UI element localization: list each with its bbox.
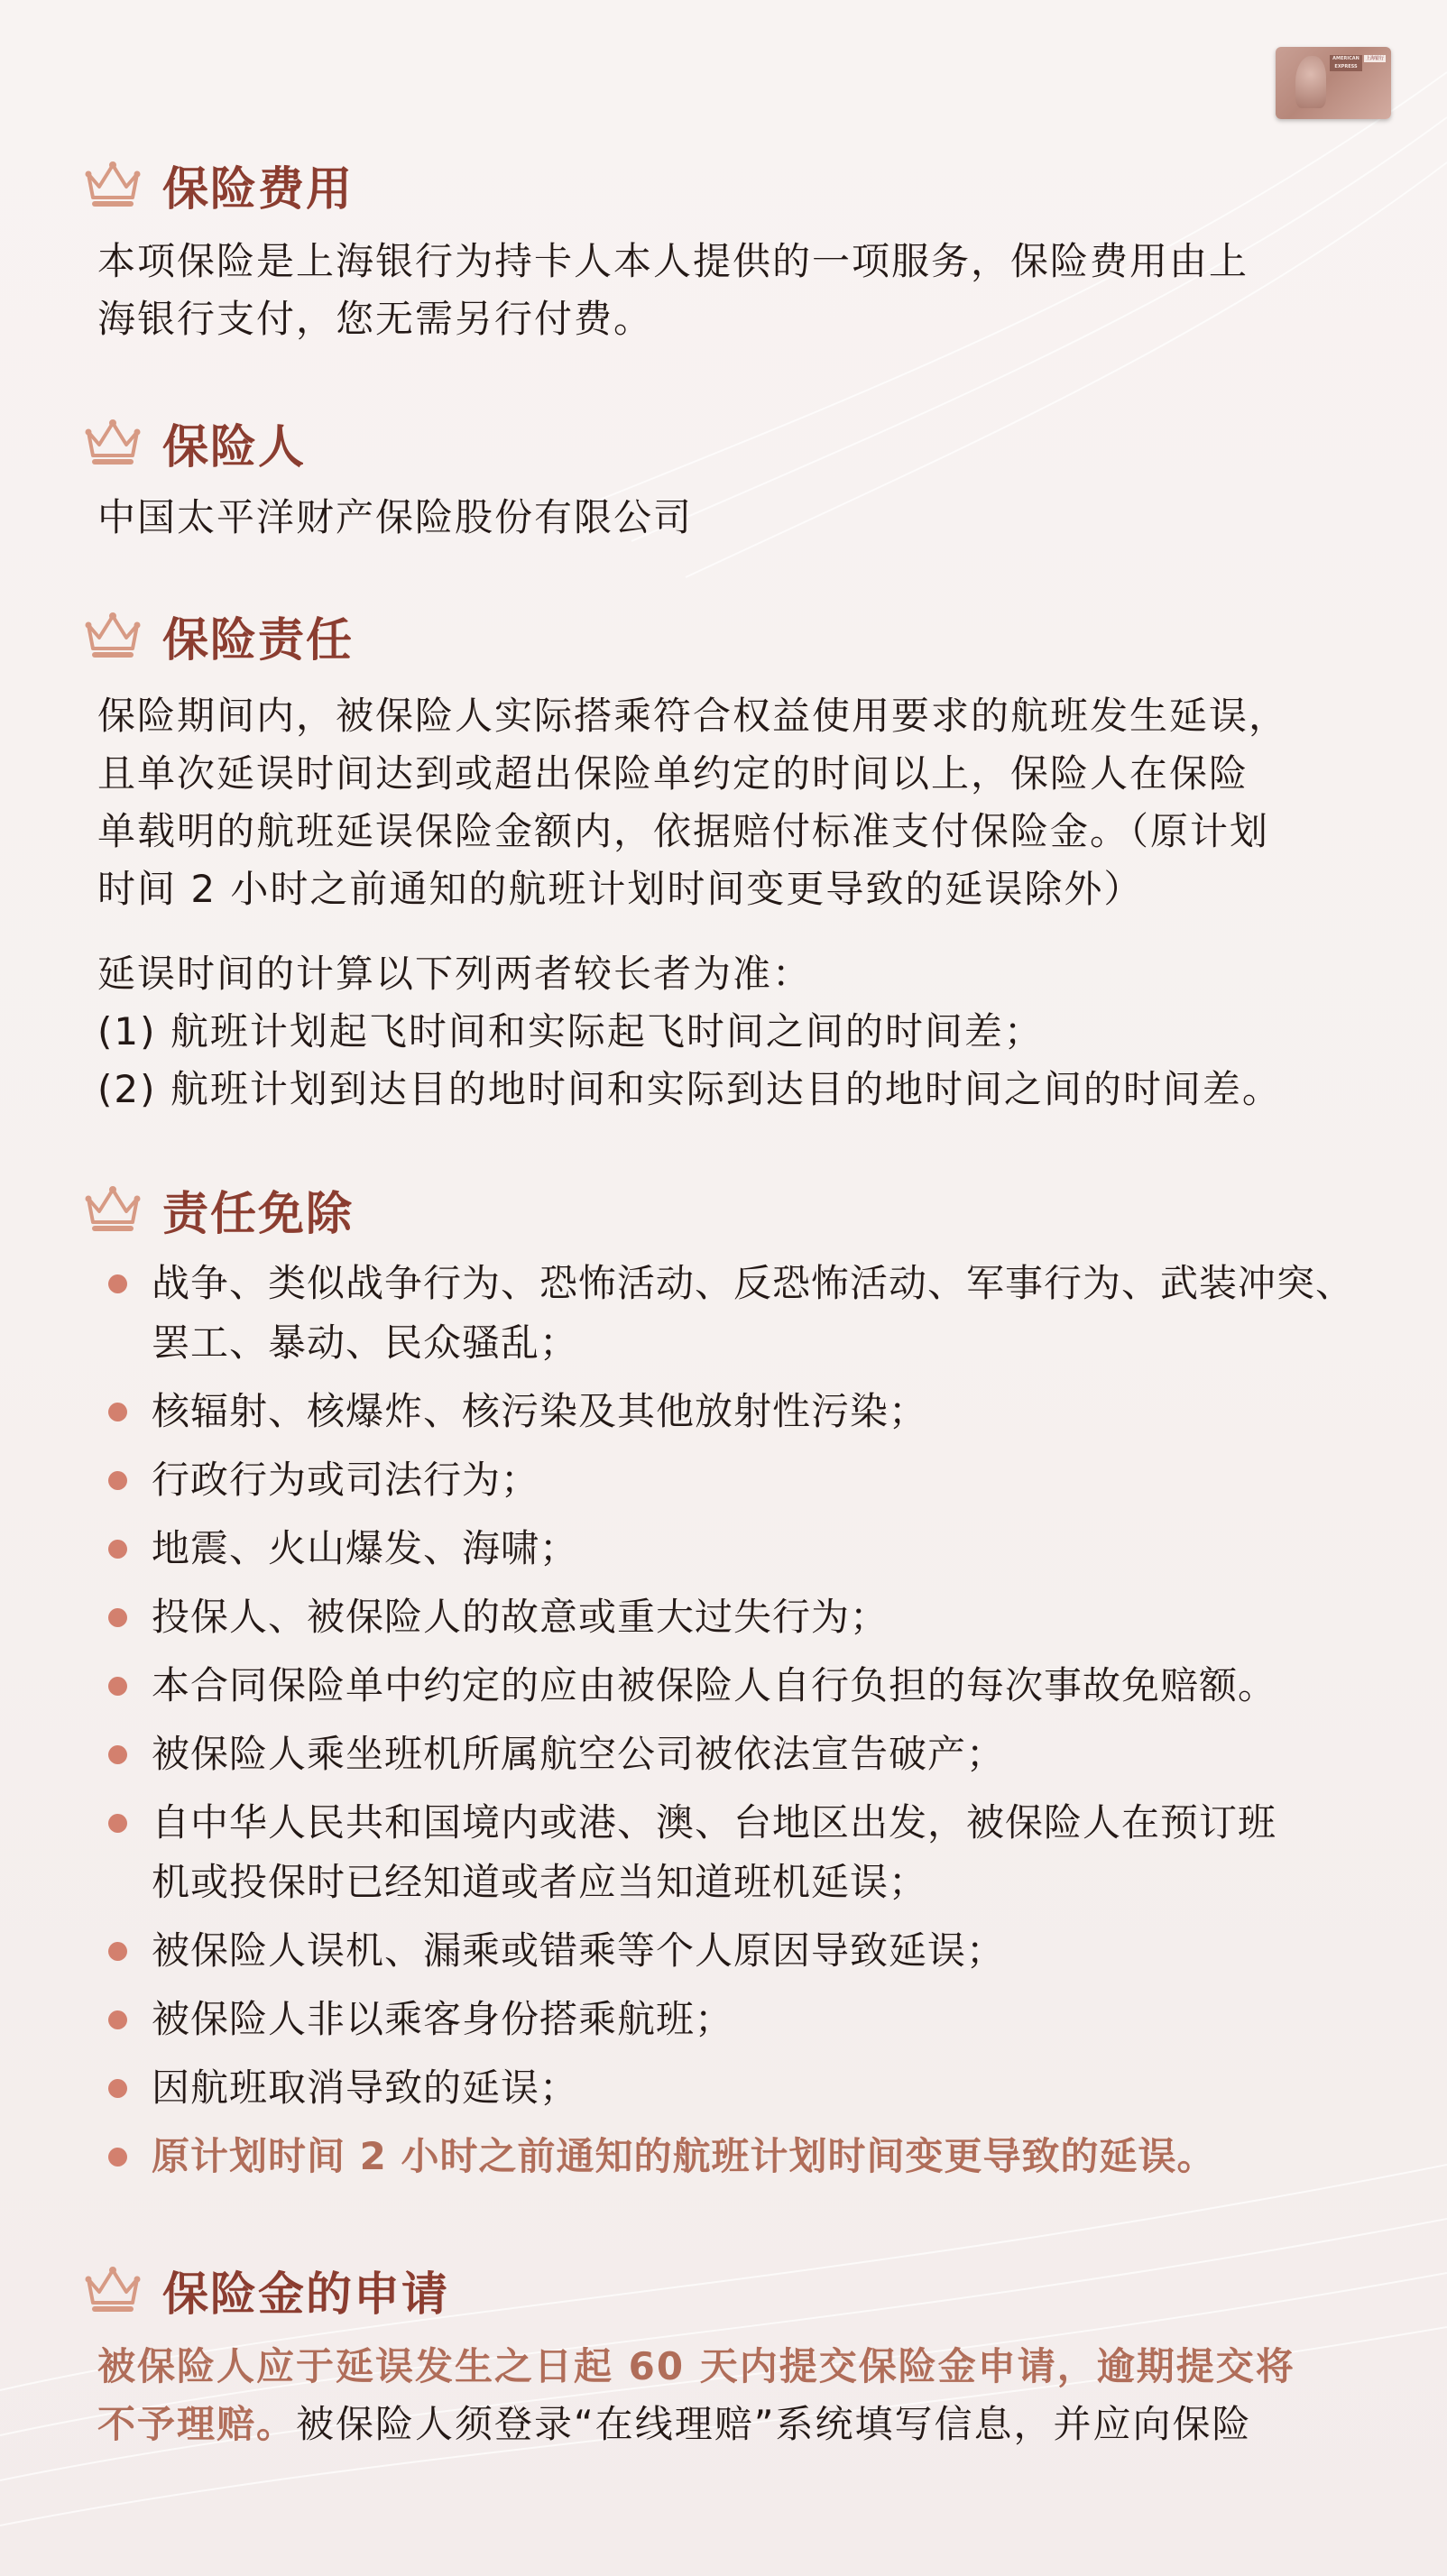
section-header-fee (83, 152, 354, 218)
text-line: 罢工、暴动、民众骚乱； (152, 1320, 579, 1365)
text-line: 被保险人误机、漏乘或错乘等个人原因导致延误； (152, 1928, 1006, 1973)
text-line: 本合同保险单中约定的应由被保险人自行负担的每次事故免赔额。 (152, 1663, 1277, 1707)
list-item (108, 1587, 1389, 1647)
list-item (108, 1793, 1389, 1912)
text-line: 本项保险是上海银行为持卡人本人提供的一项服务，保险费用由上 (97, 239, 1249, 283)
crown-icon (83, 158, 143, 212)
crown-icon (83, 2263, 143, 2317)
text-line: (1) 航班计划起飞时间和实际起飞时间之间的时间差； (97, 1009, 1044, 1053)
text-line: 机或投保时已经知道或者应当知道班机延误； (152, 1860, 928, 1904)
bullet-dot-icon (108, 1745, 127, 1764)
text-line: 海银行支付，您无需另行付费。 (97, 297, 654, 341)
bullet-dot-icon (108, 2079, 127, 2098)
section-header-liability (83, 603, 354, 669)
delay-calc-paragraph (97, 945, 1369, 1118)
list-item (108, 1725, 1389, 1784)
section-header-claim (83, 2257, 449, 2323)
section-header-exclusions (83, 1176, 354, 1243)
list-item (108, 2058, 1389, 2118)
bullet-dot-icon (108, 1608, 127, 1627)
list-item-highlighted (108, 2127, 1389, 2186)
amex-logo: AMERICAN EXPRESS (1330, 55, 1362, 71)
text-line: 核辐射、核爆炸、核污染及其他放射性污染； (152, 1389, 928, 1433)
list-item (108, 1450, 1389, 1510)
bullet-dot-icon (108, 1471, 127, 1490)
exclusions-list (108, 1254, 1389, 2195)
section-header-insurer (83, 409, 306, 476)
text-line: 地震、火山爆发、海啸； (152, 1526, 579, 1570)
bullet-dot-icon (108, 1540, 127, 1559)
text-line: 行政行为或司法行为； (152, 1458, 540, 1502)
fee-paragraph (97, 233, 1369, 348)
highlight-text: 被保险人应于延误发生之日起 60 天内提交保险金申请，逾期提交将 (97, 2344, 1295, 2388)
text-line: 单载明的航班延误保险金额内，依据赔付标准支付保险金。（原计划 (97, 809, 1270, 853)
bank-logo: 上海银行 (1365, 56, 1384, 61)
section-title: 保险责任 (162, 614, 355, 667)
list-item (108, 1254, 1389, 1373)
text-line: 被保险人乘坐班机所属航空公司被依法宣告破产； (152, 1732, 1006, 1776)
section-title: 保险金的申请 (162, 2268, 450, 2322)
crown-icon (83, 1182, 143, 1237)
section-title: 责任免除 (162, 1188, 355, 1241)
bullet-dot-icon (108, 1274, 127, 1293)
crown-icon (83, 416, 143, 470)
insurer-paragraph (97, 489, 1369, 547)
bullet-dot-icon (108, 1403, 127, 1421)
liability-paragraph (97, 687, 1369, 918)
text-line: 自中华人民共和国境内或港、澳、台地区出发，被保险人在预订班 (152, 1800, 1277, 1845)
bullet-dot-icon (108, 2148, 127, 2167)
claim-paragraph (97, 2338, 1369, 2453)
text-line: 保险期间内，被保险人实际搭乘符合权益使用要求的航班发生延误， (97, 694, 1289, 738)
text-line: 时间 2 小时之前通知的航班计划时间变更导致的延误除外） (97, 867, 1144, 911)
highlight-text: 不予理赔。 (97, 2402, 297, 2446)
text-line: (2) 航班计划到达目的地时间和实际到达目的地时间之间的时间差。 (97, 1067, 1282, 1111)
text-line: 中国太平洋财产保险股份有限公司 (97, 495, 694, 539)
text-line: 因航班取消导致的延误； (152, 2065, 579, 2110)
text-line: 被保险人非以乘客身份搭乘航班； (152, 1997, 734, 2041)
text-line (97, 2338, 1369, 2396)
text-line: 战争、类似战争行为、恐怖活动、反恐怖活动、军事行为、武装冲突、 (152, 1261, 1355, 1305)
crown-icon (83, 609, 143, 663)
bullet-dot-icon (108, 2010, 127, 2029)
text-line: 原计划时间 2 小时之前通知的航班计划时间变更导致的延误。 (152, 2134, 1216, 2178)
text-line: 延误时间的计算以下列两者较长者为准： (97, 952, 813, 996)
text-line (97, 2396, 1369, 2453)
list-item (108, 1990, 1389, 2049)
text-line: 且单次延误时间达到或超出保险单约定的时间以上，保险人在保险 (97, 751, 1249, 796)
bullet-dot-icon (108, 1677, 127, 1696)
bullet-dot-icon (108, 1814, 127, 1833)
list-item (108, 1656, 1389, 1716)
section-title: 保险费用 (162, 163, 355, 216)
list-item (108, 1382, 1389, 1441)
bullet-dot-icon (108, 1942, 127, 1961)
body-text: 被保险人须登录“在线理赔”系统填写信息，并应向保险 (296, 2402, 1252, 2446)
centurion-portrait (1295, 56, 1326, 108)
text-line: 投保人、被保险人的故意或重大过失行为； (152, 1595, 889, 1639)
list-item (108, 1519, 1389, 1578)
section-title: 保险人 (162, 421, 307, 474)
list-item (108, 1921, 1389, 1981)
american-express-card-icon (1276, 47, 1391, 119)
